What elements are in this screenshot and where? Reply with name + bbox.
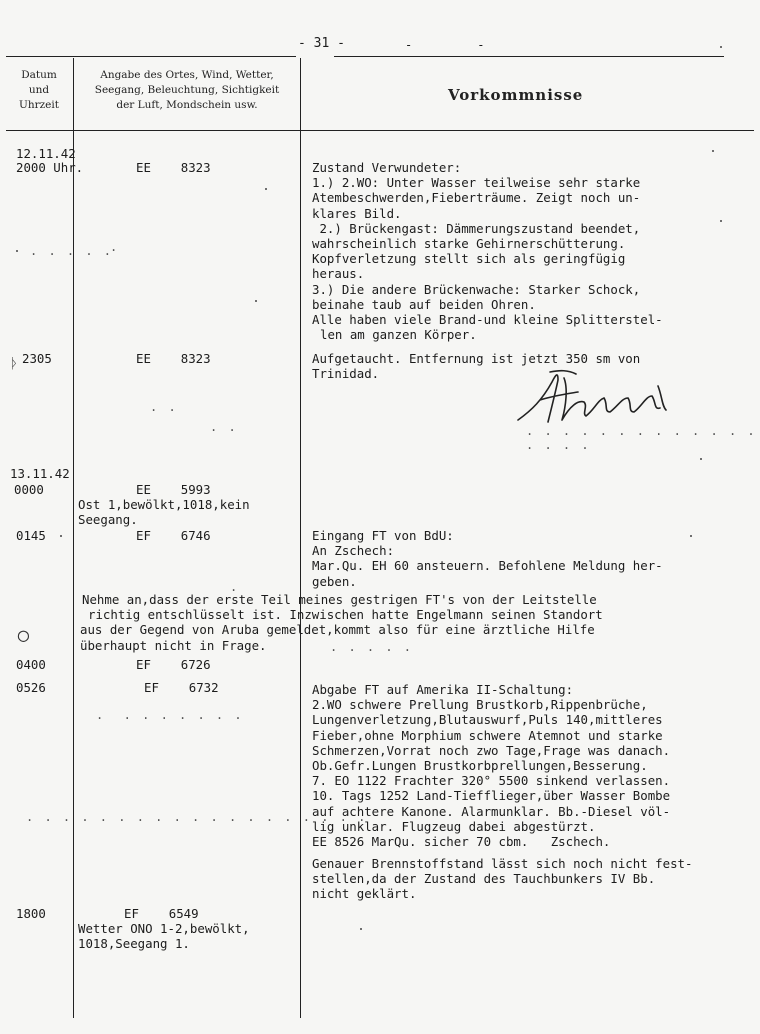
entry-0526-line: Lungenverletzung,Blutauswurf,Puls 140,mittleres bbox=[312, 712, 663, 728]
header-location-line-3: der Luft, Mondschein usw. bbox=[116, 99, 258, 111]
entry-0145-line: Eingang FT von BdU: bbox=[312, 528, 454, 543]
entry-2000-line: Kopfverletzung stellt sich als geringfügig bbox=[312, 251, 626, 267]
scan-speck bbox=[16, 250, 18, 252]
weather-0000-line-1: Ost 1,bewölkt,1018,kein bbox=[78, 497, 250, 512]
scan-speck bbox=[700, 458, 702, 460]
time-0526: 0526 bbox=[16, 680, 46, 695]
header-location-weather bbox=[76, 68, 298, 113]
entry-2000-line: beinahe taub auf beiden Ohren. bbox=[312, 296, 536, 312]
scan-speck bbox=[255, 300, 257, 302]
time-1800: 1800 bbox=[16, 906, 46, 921]
weather-0000-line-2: Seegang. bbox=[78, 512, 138, 527]
hole-punch-mark: ◯ bbox=[18, 625, 29, 646]
entry-0526-line: Schmerzen,Vorrat noch zwo Tage,Frage was danach. bbox=[312, 742, 671, 758]
time-2000: 2000 Uhr. bbox=[16, 160, 84, 175]
location-0000: EE 5993 bbox=[136, 482, 211, 497]
entry-2000-line: Zustand Verwundeter: bbox=[312, 160, 462, 175]
header-date-line-1: Datum bbox=[21, 69, 57, 81]
scan-dots: . bbox=[110, 240, 120, 254]
entry-2000-line: Alle haben viele Brand-und kleine Splitterstel- bbox=[312, 312, 663, 328]
time-0000: 0000 bbox=[14, 482, 44, 497]
scan-speck bbox=[265, 188, 267, 190]
entry-0526-line: 10. Tags 1252 Land-Tiefflieger,über Wasser Bombe bbox=[312, 788, 671, 804]
location-0145: EF 6746 bbox=[136, 528, 211, 543]
entry-0526-line: 2.WO schwere Prellung Brustkorb,Rippenbrüche, bbox=[312, 697, 648, 713]
entry-0145-wide-line: aus der Gegend von Aruba gemeldet,kommt also für eine ärztliche Hilfe bbox=[80, 622, 595, 638]
entry-2000-line: klares Bild. bbox=[312, 205, 402, 221]
page-number: - 31 - bbox=[298, 36, 345, 51]
scan-speck bbox=[712, 150, 714, 152]
entry-2000-line: 2.) Brückengast: Dämmerungszustand beendet, bbox=[312, 220, 641, 236]
location-2305: EE 8323 bbox=[136, 351, 211, 366]
header-date-time bbox=[6, 68, 72, 113]
weather-1800-line-2: 1018,Seegang 1. bbox=[78, 936, 190, 951]
header-location-line-1: Angabe des Ortes, Wind, Wetter, bbox=[100, 69, 274, 81]
time-2305: 2305 bbox=[22, 351, 52, 366]
entry-0145-line: geben. bbox=[312, 573, 357, 589]
scan-speck bbox=[60, 535, 62, 537]
column-divider-1 bbox=[73, 58, 74, 1018]
entry-2000-line: Atembeschwerden,Fieberträume. Zeigt noch un- bbox=[312, 190, 641, 206]
dotted-separator: . . . . . . . . . . . . . . . . . . . bbox=[26, 810, 368, 824]
header-date-line-2: und bbox=[28, 84, 50, 96]
header-date-line-3: Uhrzeit bbox=[19, 99, 59, 111]
scan-smudge: ᚦ bbox=[10, 356, 19, 372]
entry-0145-wide-line: überhaupt nicht in Frage. bbox=[80, 637, 267, 653]
top-rule-left bbox=[6, 56, 296, 57]
entry-2000 bbox=[312, 160, 663, 342]
location-1800: EF 6549 bbox=[124, 906, 199, 921]
entry-0526-line: Abgabe FT auf Amerika II-Schaltung: bbox=[312, 682, 574, 697]
signature-dotted-line: . . . . . . . . . . . . . . . . . bbox=[526, 424, 757, 452]
entry-0526-b-line: Genauer Brennstoffstand lässt sich noch nicht fest- bbox=[312, 856, 693, 871]
header-dash: - - bbox=[405, 38, 485, 52]
entry-0526-line: lig unklar. Flugzeug dabei abgestürzt. bbox=[312, 818, 596, 834]
scan-speck bbox=[720, 220, 722, 222]
entry-0526-b-line: stellen,da der Zustand des Tauchbunkers IV Bb. bbox=[312, 871, 656, 887]
entry-0145-wide-line: richtig entschlüsselt ist. Inzwischen hatte Engelmann seinen Standort bbox=[88, 607, 603, 623]
header-events: Vorkommnisse bbox=[448, 86, 584, 104]
entry-0526-line: auf achtere Kanone. Alarmunklar. Bb.-Diesel völ- bbox=[312, 803, 671, 819]
entry-0145-wide-line: Nehme an,dass der erste Teil meines gestrigen FT's von der Leitstelle bbox=[82, 592, 597, 607]
location-0526: EF 6732 bbox=[144, 680, 219, 695]
entry-2000-line: len am ganzen Körper. bbox=[320, 327, 477, 343]
entry-2000-line: heraus. bbox=[312, 266, 365, 282]
entry-0526-line: Ob.Gefr.Lungen Brustkorbprellungen,Besserung. bbox=[312, 758, 648, 774]
column-divider-2 bbox=[300, 58, 301, 1018]
scan-speck bbox=[360, 928, 362, 930]
scan-dots: . . . . . . . . bbox=[96, 708, 244, 722]
scan-dots: . . bbox=[150, 400, 178, 414]
date-13-11-42: 13.11.42 bbox=[10, 466, 70, 481]
date-12-11-42: 12.11.42 bbox=[16, 146, 76, 161]
scan-speck bbox=[720, 46, 722, 48]
entry-0145 bbox=[312, 528, 663, 589]
location-2000: EE 8323 bbox=[136, 160, 211, 175]
scan-dots: . . . . . bbox=[330, 640, 414, 654]
time-0145: 0145 bbox=[16, 528, 46, 543]
top-rule-right bbox=[334, 56, 724, 57]
header-bottom-rule bbox=[6, 130, 754, 131]
entry-2305-line: Trinidad. bbox=[312, 366, 380, 382]
entry-0526-line: EE 8526 MarQu. sicher 70 cbm. Zschech. bbox=[312, 834, 611, 850]
entry-2305-line: Aufgetaucht. Entfernung ist jetzt 350 sm von bbox=[312, 351, 641, 366]
scan-speck bbox=[690, 535, 692, 537]
weather-1800-line-1: Wetter ONO 1-2,bewölkt, bbox=[78, 921, 250, 936]
entry-2000-line: 3.) Die andere Brückenwache: Starker Schock, bbox=[312, 281, 641, 297]
time-0400: 0400 bbox=[16, 657, 46, 672]
entry-0526-line: Fieber,ohne Morphium schwere Atemnot und starke bbox=[312, 727, 663, 743]
location-0400: EF 6726 bbox=[136, 657, 211, 672]
scan-dots: . bbox=[230, 580, 240, 594]
entry-2000-line: 1.) 2.WO: Unter Wasser teilweise sehr starke bbox=[312, 175, 641, 191]
entry-2000-line: wahrscheinlich starke Gehirnerschütterung. bbox=[312, 236, 626, 252]
entry-0526-line: 7. EO 1122 Frachter 320° 5500 sinkend verlassen. bbox=[312, 773, 671, 789]
entry-0526-b-line: nicht geklärt. bbox=[312, 886, 417, 902]
entry-0526 bbox=[312, 682, 670, 849]
header-location-line-2: Seegang, Beleuchtung, Sichtigkeit bbox=[94, 84, 280, 96]
entry-0526-b bbox=[312, 856, 692, 902]
signature-graphic bbox=[512, 366, 682, 430]
scan-dots: . . bbox=[210, 420, 238, 434]
entry-0145-line: An Zschech: bbox=[312, 543, 395, 559]
scan-dots: . . . . . bbox=[30, 244, 114, 258]
entry-0145-line: Mar.Qu. EH 60 ansteuern. Befohlene Meldung her- bbox=[312, 558, 663, 574]
